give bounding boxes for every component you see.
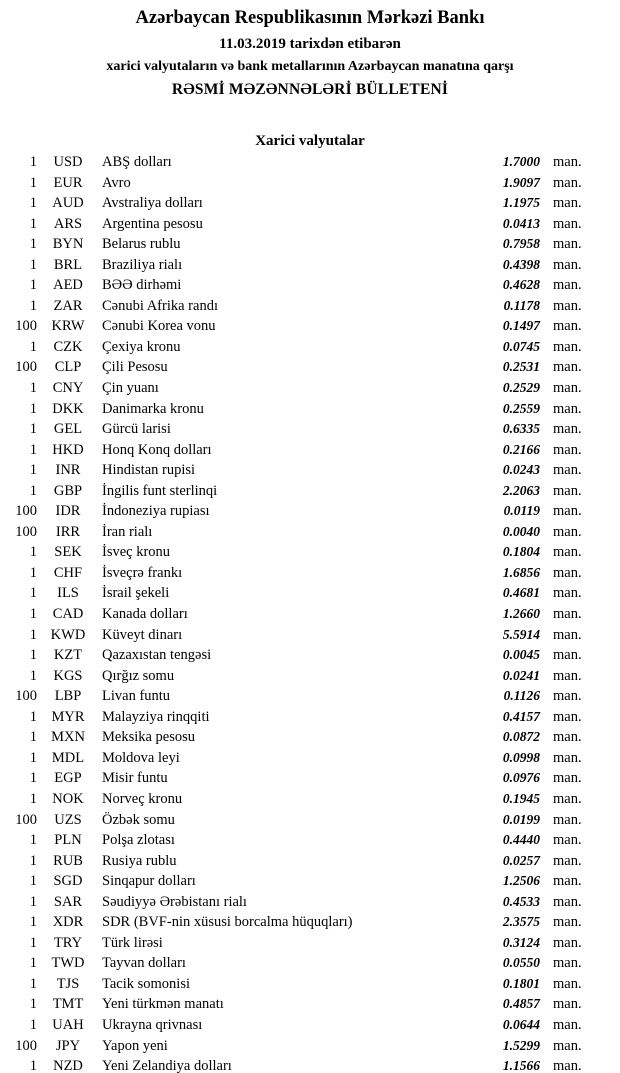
manat-unit-label: man. — [553, 708, 582, 725]
currency-quantity: 1 — [29, 338, 37, 355]
currency-name: Cənubi Afrika randı — [102, 297, 218, 314]
currency-row — [0, 419, 600, 440]
currency-code: SEK — [54, 544, 82, 561]
manat-unit-label: man. — [553, 606, 582, 623]
currency-code: GBP — [53, 482, 83, 499]
currency-code: KGS — [53, 667, 83, 684]
currency-rate: 0.0243 — [502, 462, 540, 478]
currency-code: TWD — [51, 955, 85, 972]
currency-rate: 0.2529 — [502, 380, 540, 396]
currency-rate: 0.0644 — [502, 1016, 540, 1032]
currency-name: BƏƏ dirhəmi — [102, 277, 182, 294]
currency-row — [0, 789, 600, 810]
manat-unit-label: man. — [553, 215, 582, 232]
currency-quantity: 1 — [29, 421, 37, 438]
currency-row — [0, 563, 600, 584]
currency-quantity: 1 — [29, 975, 37, 992]
currency-code: EGP — [54, 770, 82, 787]
currency-code: TMT — [52, 996, 84, 1013]
currency-name: Malayziya rinqqiti — [102, 708, 210, 725]
currency-code: GEL — [53, 421, 83, 438]
currency-rate: 0.0045 — [502, 647, 540, 663]
manat-unit-label: man. — [553, 359, 582, 376]
currency-quantity: 1 — [29, 708, 37, 725]
manat-unit-label: man. — [553, 914, 582, 931]
currency-rate: 0.1945 — [502, 790, 540, 806]
currency-name: Avro — [102, 174, 131, 191]
currency-rate: 0.3124 — [502, 934, 540, 950]
currency-name: Moldova leyi — [102, 749, 180, 766]
currency-code: MDL — [51, 749, 85, 766]
currency-name: Yeni Zelandiya dolları — [102, 1058, 232, 1073]
currency-row — [0, 214, 600, 235]
currency-code: CHF — [53, 564, 83, 581]
currency-quantity: 100 — [15, 688, 37, 705]
effective-date-line: 11.03.2019 tarixdən etibarən — [219, 36, 401, 52]
currency-code: IDR — [55, 503, 81, 520]
manat-unit-label: man. — [553, 770, 582, 787]
currency-name: Ukrayna qrivnası — [102, 1016, 203, 1033]
currency-code: KRW — [51, 318, 85, 335]
currency-name: Özbək somu — [102, 811, 175, 828]
manat-unit-label: man. — [553, 297, 582, 314]
currency-row — [0, 522, 600, 543]
manat-unit-label: man. — [553, 154, 582, 170]
currency-rate: 0.1497 — [502, 318, 540, 334]
currency-rate: 0.4681 — [502, 585, 540, 601]
currency-row — [0, 337, 600, 358]
currency-rate: 0.0199 — [502, 811, 540, 827]
manat-unit-label: man. — [553, 688, 582, 705]
currency-name: Türk lirəsi — [102, 934, 163, 951]
currency-row — [0, 727, 600, 748]
currency-rate: 1.6856 — [502, 564, 540, 580]
currency-quantity: 1 — [29, 585, 37, 602]
currency-row — [0, 748, 600, 769]
currency-code: ILS — [57, 585, 79, 602]
section-title-foreign-currencies: Xarici valyutalar — [255, 133, 365, 149]
currency-row — [0, 851, 600, 872]
currency-row — [0, 542, 600, 563]
manat-unit-label: man. — [553, 277, 582, 294]
currency-name: Norveç kronu — [102, 790, 183, 807]
currency-quantity: 1 — [29, 790, 37, 807]
currency-name: Küveyt dinarı — [102, 626, 183, 643]
currency-rate: 0.0119 — [503, 503, 540, 519]
manat-unit-label: man. — [553, 1058, 582, 1073]
currency-quantity: 1 — [29, 914, 37, 931]
currency-code: CLP — [54, 359, 82, 376]
currency-code: ARS — [53, 215, 83, 232]
currency-code: TRY — [53, 934, 83, 951]
currency-rate: 0.0998 — [502, 749, 540, 765]
currency-name: Polşa zlotası — [102, 832, 175, 849]
currency-name: Səudiyyə Ərəbistanı rialı — [102, 893, 247, 910]
currency-row — [0, 933, 600, 954]
currency-code: XDR — [52, 914, 84, 931]
currency-quantity: 1 — [29, 749, 37, 766]
manat-unit-label: man. — [553, 174, 582, 191]
currency-rate: 1.9097 — [502, 174, 540, 190]
currency-row — [0, 604, 600, 625]
currency-name: Tacik somonisi — [102, 975, 190, 992]
currency-quantity: 1 — [29, 729, 37, 746]
manat-unit-label: man. — [553, 996, 582, 1013]
currency-name: Qazaxıstan tengəsi — [102, 647, 212, 664]
currency-row — [0, 666, 600, 687]
currency-row — [0, 460, 600, 481]
currency-rate: 0.1801 — [502, 975, 540, 991]
currency-rate: 2.2063 — [502, 482, 540, 498]
currency-row — [0, 892, 600, 913]
currency-row — [0, 994, 600, 1015]
currency-rate: 5.5914 — [502, 626, 540, 642]
currency-rate: 0.4533 — [502, 893, 540, 909]
currency-code: MYR — [51, 708, 85, 725]
currency-name: Avstraliya dolları — [102, 195, 203, 212]
manat-unit-label: man. — [553, 256, 582, 273]
currency-rate: 0.4157 — [502, 708, 540, 724]
currency-quantity: 1 — [29, 647, 37, 664]
manat-unit-label: man. — [553, 503, 582, 520]
currency-name: Yeni türkmən manatı — [102, 996, 224, 1013]
currency-name: Honq Konq dolları — [102, 441, 212, 458]
manat-unit-label: man. — [553, 236, 582, 253]
manat-unit-label: man. — [553, 873, 582, 890]
currency-name: Tayvan dolları — [102, 955, 186, 972]
currency-name: Braziliya rialı — [102, 256, 183, 273]
currency-code: ZAR — [53, 297, 83, 314]
currency-code: NZD — [53, 1058, 83, 1073]
bulletin-subtitle: xarici valyutaların və bank metallarının Azərbaycan manatına qarşı — [106, 59, 514, 74]
currency-row — [0, 583, 600, 604]
currency-quantity: 1 — [29, 544, 37, 561]
currency-row — [0, 686, 600, 707]
currency-quantity: 1 — [29, 955, 37, 972]
currency-quantity: 1 — [29, 832, 37, 849]
currency-rate: 1.2660 — [502, 606, 540, 622]
manat-unit-label: man. — [553, 380, 582, 397]
currency-quantity: 1 — [29, 400, 37, 417]
manat-unit-label: man. — [553, 934, 582, 951]
currency-row — [0, 707, 600, 728]
currency-rate: 0.2166 — [502, 441, 540, 457]
manat-unit-label: man. — [553, 482, 582, 499]
currency-code: NOK — [52, 790, 84, 807]
currency-row — [0, 481, 600, 502]
manat-unit-label: man. — [553, 852, 582, 869]
currency-quantity: 100 — [15, 523, 37, 540]
currency-quantity: 100 — [15, 1037, 37, 1054]
currency-code: AED — [53, 277, 83, 294]
currency-rate: 0.2559 — [502, 400, 540, 416]
currency-rate: 0.0413 — [502, 215, 540, 231]
currency-name: ABŞ dolları — [102, 154, 172, 170]
manat-unit-label: man. — [553, 338, 582, 355]
currency-rate: 0.0976 — [502, 770, 540, 786]
currency-row — [0, 625, 600, 646]
manat-unit-label: man. — [553, 811, 582, 828]
currency-rate: 0.0745 — [502, 338, 540, 354]
currency-rate: 0.0550 — [502, 955, 540, 971]
currency-quantity: 1 — [29, 606, 37, 623]
currency-quantity: 1 — [29, 174, 37, 191]
currency-row — [0, 912, 600, 933]
manat-unit-label: man. — [553, 647, 582, 664]
currency-row — [0, 974, 600, 995]
currency-row — [0, 275, 600, 296]
currency-quantity: 1 — [29, 852, 37, 869]
currency-rate: 2.3575 — [502, 914, 540, 930]
currency-quantity: 1 — [29, 1016, 37, 1033]
currency-quantity: 100 — [15, 359, 37, 376]
currency-name: İsveçrə frankı — [102, 564, 183, 581]
currency-quantity: 1 — [29, 195, 37, 212]
currency-name: İsrail şekeli — [102, 585, 170, 602]
currency-code: CNY — [52, 380, 84, 397]
currency-quantity: 1 — [29, 626, 37, 643]
currency-rate: 0.7958 — [502, 236, 540, 252]
currency-name: Danimarka kronu — [102, 400, 204, 417]
currency-quantity: 1 — [29, 236, 37, 253]
manat-unit-label: man. — [553, 195, 582, 212]
currency-code: KZT — [53, 647, 83, 664]
manat-unit-label: man. — [553, 749, 582, 766]
manat-unit-label: man. — [553, 790, 582, 807]
currency-row — [0, 255, 600, 276]
currency-code: BYN — [52, 236, 84, 253]
currency-name: Belarus rublu — [102, 236, 181, 253]
currency-quantity: 1 — [29, 667, 37, 684]
currency-rate-table — [0, 152, 620, 1073]
currency-row — [0, 768, 600, 789]
manat-unit-label: man. — [553, 564, 582, 581]
document-header — [0, 7, 620, 100]
currency-rate: 1.2506 — [502, 873, 540, 889]
currency-code: AUD — [52, 195, 84, 212]
currency-name: Cənubi Korea vonu — [102, 318, 216, 335]
currency-row — [0, 501, 600, 522]
currency-quantity: 1 — [29, 996, 37, 1013]
currency-name: Hindistan rupisi — [102, 462, 196, 479]
currency-rate: 0.4440 — [502, 832, 540, 848]
currency-code: UZS — [54, 811, 82, 828]
manat-unit-label: man. — [553, 318, 582, 335]
currency-row — [0, 1036, 600, 1057]
currency-rate: 0.0241 — [502, 667, 540, 683]
currency-code: JPY — [55, 1037, 81, 1054]
currency-row — [0, 1015, 600, 1036]
currency-row — [0, 645, 600, 666]
currency-name: Livan funtu — [102, 688, 171, 705]
currency-quantity: 1 — [29, 1058, 37, 1073]
currency-quantity: 1 — [29, 256, 37, 273]
currency-quantity: 1 — [29, 873, 37, 890]
currency-rate: 1.7000 — [502, 154, 540, 169]
currency-name: SDR (BVF-nin xüsusi borcalma hüquqları) — [102, 914, 353, 931]
manat-unit-label: man. — [553, 893, 582, 910]
currency-code: SGD — [53, 873, 83, 890]
currency-row — [0, 830, 600, 851]
currency-code: IRR — [55, 523, 81, 540]
manat-unit-label: man. — [553, 585, 582, 602]
currency-row — [0, 316, 600, 337]
manat-unit-label: man. — [553, 975, 582, 992]
currency-name: Çexiya kronu — [102, 338, 181, 355]
currency-quantity: 1 — [29, 564, 37, 581]
manat-unit-label: man. — [553, 832, 582, 849]
currency-quantity: 1 — [29, 934, 37, 951]
currency-code: DKK — [52, 400, 84, 417]
currency-code: INR — [55, 462, 81, 479]
currency-row — [0, 871, 600, 892]
currency-quantity: 1 — [29, 215, 37, 232]
currency-quantity: 100 — [15, 503, 37, 520]
manat-unit-label: man. — [553, 729, 582, 746]
currency-code: CZK — [53, 338, 83, 355]
bank-name: Azərbaycan Respublikasının Mərkəzi Bankı — [135, 8, 485, 28]
manat-unit-label: man. — [553, 462, 582, 479]
currency-rate: 1.1566 — [502, 1058, 540, 1073]
currency-name: İngilis funt sterlinqi — [102, 482, 218, 499]
currency-code: EUR — [53, 174, 83, 191]
currency-name: Meksika pesosu — [102, 729, 196, 746]
currency-rate: 0.0257 — [502, 852, 540, 868]
manat-unit-label: man. — [553, 626, 582, 643]
currency-name: Kanada dolları — [102, 606, 188, 623]
manat-unit-label: man. — [553, 441, 582, 458]
currency-quantity: 1 — [29, 441, 37, 458]
manat-unit-label: man. — [553, 1037, 582, 1054]
currency-rate: 0.4628 — [502, 277, 540, 293]
currency-code: SAR — [53, 893, 83, 910]
currency-rate: 0.6335 — [502, 421, 540, 437]
currency-row — [0, 810, 600, 831]
manat-unit-label: man. — [553, 523, 582, 540]
currency-name: Çili Pesosu — [102, 359, 168, 376]
manat-unit-label: man. — [553, 667, 582, 684]
currency-code: BRL — [53, 256, 83, 273]
currency-quantity: 1 — [29, 380, 37, 397]
currency-quantity: 1 — [29, 770, 37, 787]
currency-quantity: 1 — [29, 154, 37, 170]
manat-unit-label: man. — [553, 1016, 582, 1033]
currency-quantity: 1 — [29, 482, 37, 499]
currency-name: İndoneziya rupiası — [102, 503, 210, 520]
currency-name: Rusiya rublu — [102, 852, 177, 869]
currency-name: Yapon yeni — [102, 1037, 168, 1054]
currency-code: USD — [53, 154, 83, 170]
manat-unit-label: man. — [553, 400, 582, 417]
currency-name: Argentina pesosu — [102, 215, 203, 232]
currency-name: Gürcü larisi — [102, 421, 171, 438]
currency-row — [0, 399, 600, 420]
currency-rate: 0.0872 — [502, 729, 540, 745]
currency-name: Qırğız somu — [102, 667, 175, 684]
currency-rate: 0.4857 — [502, 996, 540, 1012]
currency-code: MXN — [51, 729, 85, 746]
manat-unit-label: man. — [553, 421, 582, 438]
currency-code: KWD — [50, 626, 86, 643]
currency-quantity: 100 — [15, 811, 37, 828]
currency-row — [0, 378, 600, 399]
currency-rate: 0.2531 — [502, 359, 540, 375]
currency-rate: 0.0040 — [502, 523, 540, 539]
manat-unit-label: man. — [553, 955, 582, 972]
currency-quantity: 1 — [29, 297, 37, 314]
currency-row — [0, 173, 600, 194]
currency-rate: 0.1178 — [503, 297, 540, 313]
manat-unit-label: man. — [553, 544, 582, 561]
bulletin-title: RƏSMİ MƏZƏNNƏLƏRİ BÜLLETENİ — [171, 81, 449, 98]
currency-code: HKD — [52, 441, 84, 458]
currency-row — [0, 357, 600, 378]
currency-name: İsveç kronu — [102, 544, 171, 561]
currency-quantity: 1 — [29, 277, 37, 294]
currency-name: Misir funtu — [102, 770, 168, 787]
currency-row — [0, 193, 600, 214]
currency-rate: 0.1126 — [503, 688, 540, 704]
currency-code: PLN — [54, 832, 82, 849]
currency-rate: 0.4398 — [502, 256, 540, 272]
currency-row — [0, 953, 600, 974]
currency-quantity: 1 — [29, 462, 37, 479]
currency-name: İran rialı — [102, 523, 153, 540]
currency-quantity: 100 — [15, 318, 37, 335]
currency-row — [0, 1056, 600, 1073]
currency-row — [0, 440, 600, 461]
currency-row — [0, 296, 600, 317]
currency-code: RUB — [53, 852, 83, 869]
currency-code: UAH — [52, 1016, 84, 1033]
currency-rate: 1.1975 — [502, 195, 540, 211]
currency-rate: 0.1804 — [502, 544, 540, 560]
currency-rate: 1.5299 — [502, 1037, 540, 1053]
currency-row — [0, 152, 600, 173]
currency-name: Sinqapur dolları — [102, 873, 196, 890]
currency-row — [0, 234, 600, 255]
currency-code: LBP — [54, 688, 82, 705]
currency-name: Çin yuanı — [102, 380, 159, 397]
currency-quantity: 1 — [29, 893, 37, 910]
currency-code: CAD — [52, 606, 84, 623]
currency-code: TJS — [56, 975, 80, 992]
